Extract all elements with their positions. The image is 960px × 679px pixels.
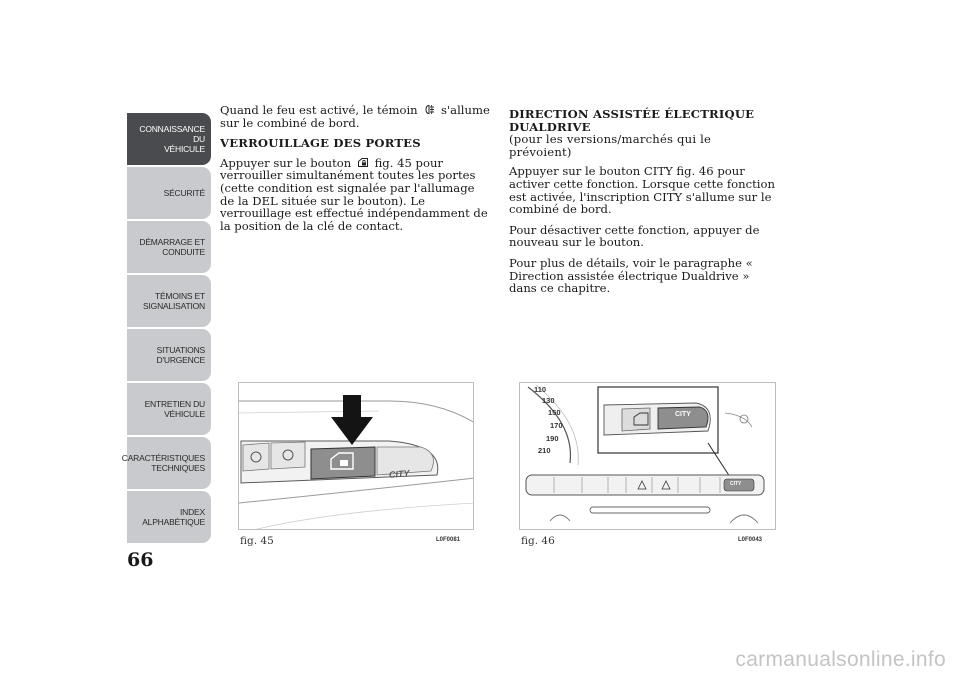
city-button-label-fig45: CITY xyxy=(388,468,410,480)
watermark: carmanualsonline.info xyxy=(735,648,946,671)
intro-text-start: Quand le feu est activé, le témoin xyxy=(220,103,418,117)
door-lock-icon xyxy=(357,157,369,168)
tab-situations-d-urgence[interactable]: SITUATIONS D'URGENCE xyxy=(127,329,211,381)
door-lock-panel-illustration xyxy=(239,383,474,530)
figure-46-code: L0F0043 xyxy=(738,537,763,543)
dualdrive-paragraph-1: Appuyer sur le bouton CITY fig. 46 pour activer cette fonction. Lorsque cette fonction est activée, l'inscription CITY s'allume sur le combiné de bord. xyxy=(509,164,775,217)
speed-mark-170: 170 xyxy=(550,421,563,430)
city-button-label-fig46-console: CITY xyxy=(730,481,742,487)
door-lock-paragraph xyxy=(220,157,492,233)
dualdrive-heading-text: DIRECTION ASSISTÉE ÉLECTRIQUE DUALDRIVE xyxy=(509,107,755,134)
tab-temoins-et-signalisation[interactable]: TÉMOINS ET SIGNALISATION xyxy=(127,275,211,327)
door-lock-text-start: Appuyer sur le bouton xyxy=(220,155,352,170)
dualdrive-subheading: (pour les versions/marchés qui le prévoient) xyxy=(509,132,712,159)
figure-46-city-button xyxy=(519,382,776,530)
section-heading-door-lock: VERROUILLAGE DES PORTES xyxy=(220,136,421,151)
tab-caracteristiques-techniques[interactable]: CARACTÉRISTIQUES TECHNIQUES xyxy=(127,437,211,489)
tab-entretien-du-vehicule[interactable]: ENTRETIEN DU VÉHICULE xyxy=(127,383,211,435)
left-column xyxy=(220,104,492,240)
fog-light-paragraph xyxy=(220,104,492,129)
tab-demarrage-et-conduite[interactable]: DÉMARRAGE ET CONDUITE xyxy=(127,221,211,273)
speed-mark-110: 110 xyxy=(534,385,547,394)
door-lock-text-end: fig. 45 pour verrouiller simultanément toutes les portes (cette condition est signalée par l'allumage de la DEL située sur le bouton). Le verrouillage est effectué indépendamment de la position de la clé de contact. xyxy=(220,155,488,233)
figure-46-caption: fig. 46 xyxy=(521,535,555,547)
section-heading-dualdrive xyxy=(509,108,775,158)
tab-connaissance-du-vehicule[interactable]: CONNAISSANCE DU VÉHICULE xyxy=(127,113,211,165)
speed-mark-210: 210 xyxy=(538,446,551,455)
city-button-label-fig46-zoom: CITY xyxy=(675,411,691,418)
figure-45-code: L0F0081 xyxy=(436,537,461,543)
speed-mark-190: 190 xyxy=(546,434,559,443)
figure-45-door-lock-button xyxy=(238,382,474,530)
right-column xyxy=(509,108,775,303)
page-number: 66 xyxy=(127,549,154,571)
speed-mark-130: 130 xyxy=(542,396,555,405)
tab-index-alphabetique[interactable]: INDEX ALPHABÉTIQUE xyxy=(127,491,211,543)
figure-45-caption: fig. 45 xyxy=(240,535,274,547)
intro-text-end: s'allume sur le combiné de bord. xyxy=(220,103,490,130)
tab-securite[interactable]: SÉCURITÉ xyxy=(127,167,211,219)
dualdrive-paragraph-3: Pour plus de détails, voir le paragraphe « Direction assistée électrique Dualdrive » dans ce chapitre. xyxy=(509,255,753,296)
fog-light-icon xyxy=(423,104,435,115)
dashboard-illustration xyxy=(520,383,776,530)
speed-mark-150: 150 xyxy=(548,408,561,417)
dualdrive-paragraph-2: Pour désactiver cette fonction, appuyer de nouveau sur le bouton. xyxy=(509,222,760,250)
